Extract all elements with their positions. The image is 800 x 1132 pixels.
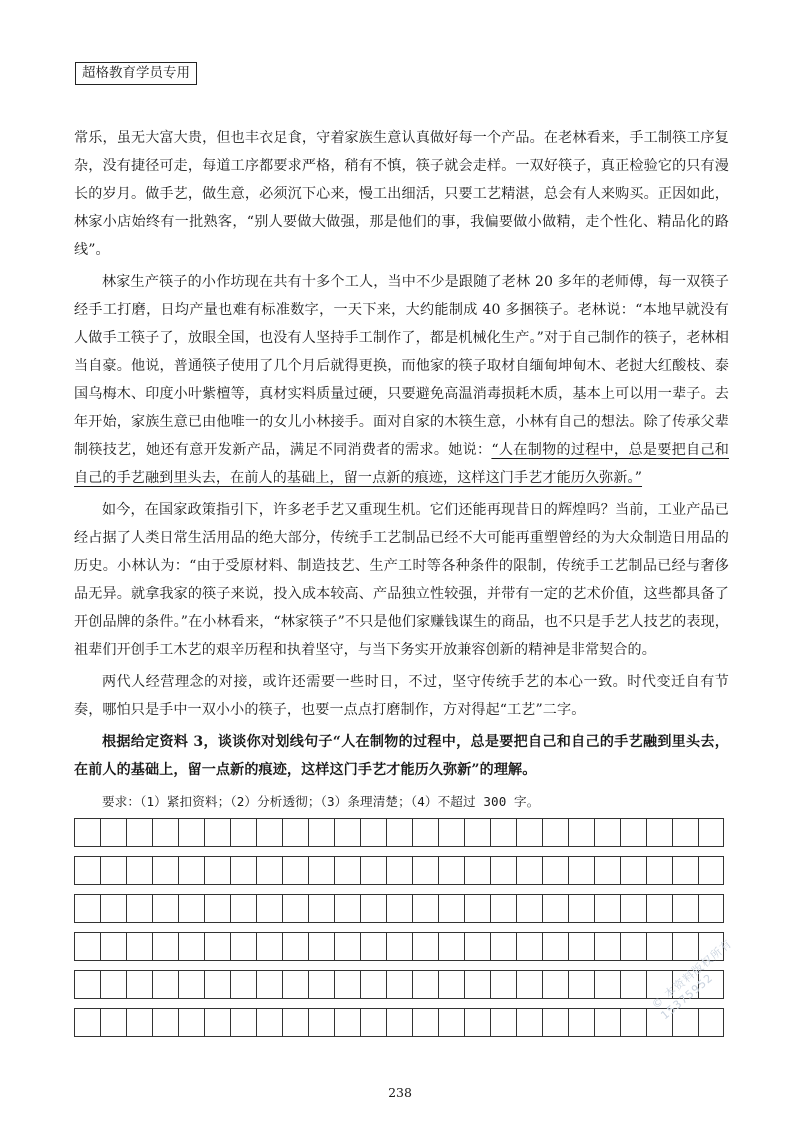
answer-grid-cell[interactable] [334,857,360,884]
answer-grid-cell[interactable] [412,933,438,960]
answer-grid-cell[interactable] [256,1009,282,1036]
answer-grid-cell[interactable] [490,895,516,922]
underlined-sentence: “人在制物的过程中，总是要把自己和自己的手艺融到里头去，在前人的基础上，留一点新的痕迹，这样这门手艺才能历久弥新。” [74,442,729,486]
answer-grid-cell[interactable] [646,895,672,922]
answer-grid-row [74,1008,724,1037]
answer-grid-cell[interactable] [204,857,230,884]
answer-grid-cell[interactable] [360,857,386,884]
answer-grid-cell[interactable] [568,971,594,998]
answer-grid-cell[interactable] [152,819,178,846]
answer-grid-cell[interactable] [282,857,308,884]
answer-grid-cell[interactable] [230,971,256,998]
answer-grid-cell[interactable] [308,933,334,960]
answer-grid-cell[interactable] [490,971,516,998]
answer-grid-cell[interactable] [542,1009,568,1036]
answer-grid-cell[interactable] [464,971,490,998]
answer-grid-cell[interactable] [386,1009,412,1036]
answer-grid-cell[interactable] [464,933,490,960]
answer-grid-cell[interactable] [386,971,412,998]
answer-grid-cell[interactable] [672,895,698,922]
answer-grid-cell[interactable] [334,895,360,922]
paragraph-4: 两代人经营理念的对接，或许还需要一些时日，不过，坚守传统手艺的本心一致。时代变迁自有节奏，哪怕只是手中一双小小的筷子，也要一点点打磨制作，方对得起“工艺”二字。 [74,674,729,718]
answer-grid-cell[interactable] [256,933,282,960]
answer-grid-cell[interactable] [568,819,594,846]
answer-grid-cell[interactable] [100,857,126,884]
answer-grid-cell[interactable] [126,895,152,922]
answer-grid-cell[interactable] [464,1009,490,1036]
answer-grid-cell[interactable] [74,895,100,922]
answer-grid-cell[interactable] [412,971,438,998]
answer-grid-cell[interactable] [646,857,672,884]
answer-grid-cell[interactable] [542,971,568,998]
answer-grid-cell[interactable] [126,933,152,960]
answer-grid-row [74,932,724,961]
answer-grid-cell[interactable] [516,971,542,998]
answer-grid-cell[interactable] [568,857,594,884]
answer-grid-cell[interactable] [542,933,568,960]
answer-grid-cell[interactable] [594,819,620,846]
answer-grid-cell[interactable] [230,819,256,846]
answer-grid[interactable] [74,818,724,1046]
answer-grid-cell[interactable] [282,933,308,960]
answer-grid-cell[interactable] [360,971,386,998]
answer-grid-cell[interactable] [490,819,516,846]
answer-grid-cell[interactable] [490,857,516,884]
answer-grid-cell[interactable] [542,895,568,922]
answer-grid-cell[interactable] [282,1009,308,1036]
answer-grid-cell[interactable] [672,933,698,960]
answer-grid-cell[interactable] [594,857,620,884]
answer-grid-cell[interactable] [516,857,542,884]
answer-grid-cell[interactable] [334,971,360,998]
answer-grid-cell[interactable] [282,971,308,998]
answer-grid-cell[interactable] [334,819,360,846]
answer-grid-cell[interactable] [100,1009,126,1036]
answer-grid-cell[interactable] [620,895,646,922]
answer-grid-cell[interactable] [100,895,126,922]
answer-grid-cell[interactable] [230,933,256,960]
answer-grid-cell[interactable] [672,857,698,884]
answer-grid-cell[interactable] [516,933,542,960]
answer-grid-cell[interactable] [594,1009,620,1036]
answer-grid-cell[interactable] [126,1009,152,1036]
answer-grid-cell[interactable] [126,819,152,846]
answer-grid-cell[interactable] [74,819,100,846]
answer-grid-cell[interactable] [178,895,204,922]
question-prompt: 根据给定资料 3，谈谈你对划线句子“人在制物的过程中，总是要把自己和自己的手艺融到里头去，在前人的基础上，留一点新的痕迹，这样这门手艺才能历久弥新”的理解。 [74,734,729,778]
answer-grid-cell[interactable] [152,971,178,998]
answer-grid-cell[interactable] [360,933,386,960]
answer-grid-cell[interactable] [100,933,126,960]
answer-grid-cell[interactable] [438,933,464,960]
answer-grid-cell[interactable] [152,895,178,922]
page-number: 238 [388,1085,412,1100]
answer-grid-cell[interactable] [516,1009,542,1036]
answer-grid-cell[interactable] [360,1009,386,1036]
answer-grid-cell[interactable] [412,819,438,846]
answer-grid-cell[interactable] [204,933,230,960]
answer-grid-row [74,970,724,999]
answer-grid-cell[interactable] [620,857,646,884]
answer-grid-cell[interactable] [334,1009,360,1036]
paragraph-3: 如今，在国家政策指引下，许多老手艺又重现生机。它们还能再现昔日的辉煌吗？当前，工业产品已经占据了人类日常生活用品的绝大部分，传统手工艺制品已经不大可能再重塑曾经的为大众制造日用品的历史。小林认为：“由于受原材料、制造技艺、生产工时等各种条件的限制，传统手工艺制品已经与奢侈品无异。就拿我家的筷子来说，投入成本较高、产品独立性较强，并带有一定的艺术价值，这些都具备了开创品牌的条件。”在小林看来，“林家筷子”不只是他们家赚钱谋生的商品，也不只是手艺人技艺的表现，祖辈们开创手工木艺的艰辛历程和执着坚守，与当下务实开放兼容创新的精神是非常契合的。 [74,502,729,658]
answer-grid-cell[interactable] [568,1009,594,1036]
answer-grid-cell[interactable] [438,971,464,998]
answer-grid-cell[interactable] [230,895,256,922]
answer-grid-cell[interactable] [282,895,308,922]
answer-grid-cell[interactable] [204,819,230,846]
article-body [74,124,729,816]
answer-grid-cell[interactable] [100,819,126,846]
answer-grid-cell[interactable] [646,819,672,846]
answer-grid-cell[interactable] [308,1009,334,1036]
answer-grid-cell[interactable] [646,933,672,960]
answer-grid-cell[interactable] [438,895,464,922]
answer-grid-cell[interactable] [698,1009,724,1036]
answer-grid-cell[interactable] [698,857,724,884]
answer-grid-cell[interactable] [360,819,386,846]
answer-grid-cell[interactable] [74,933,100,960]
answer-grid-cell[interactable] [620,1009,646,1036]
answer-grid-cell[interactable] [256,971,282,998]
answer-grid-cell[interactable] [594,971,620,998]
answer-grid-cell[interactable] [178,1009,204,1036]
answer-grid-cell[interactable] [230,857,256,884]
answer-grid-cell[interactable] [308,971,334,998]
answer-grid-cell[interactable] [152,1009,178,1036]
answer-grid-row [74,894,724,923]
answer-grid-cell[interactable] [334,933,360,960]
answer-grid-cell[interactable] [100,971,126,998]
answer-grid-cell[interactable] [360,895,386,922]
answer-grid-cell[interactable] [178,933,204,960]
answer-grid-cell[interactable] [178,819,204,846]
answer-grid-cell[interactable] [464,819,490,846]
answer-grid-cell[interactable] [516,819,542,846]
answer-grid-cell[interactable] [620,819,646,846]
answer-grid-cell[interactable] [204,1009,230,1036]
answer-grid-cell[interactable] [74,971,100,998]
answer-grid-cell[interactable] [438,819,464,846]
answer-grid-cell[interactable] [386,819,412,846]
answer-grid-cell[interactable] [412,857,438,884]
answer-grid-cell[interactable] [620,971,646,998]
answer-grid-cell[interactable] [204,895,230,922]
answer-grid-cell[interactable] [698,819,724,846]
paragraph-2 [74,268,729,492]
answer-grid-cell[interactable] [282,819,308,846]
answer-grid-cell[interactable] [178,971,204,998]
answer-grid-row [74,856,724,885]
answer-grid-cell[interactable] [438,1009,464,1036]
answer-grid-cell[interactable] [152,857,178,884]
answer-grid-cell[interactable] [152,933,178,960]
requirements: 要求：（1）紧扣资料；（2）分析透彻；（3）条理清楚；（4）不超过 300 字。 [102,794,540,809]
answer-grid-cell[interactable] [308,857,334,884]
paragraph-2-text: 林家生产筷子的小作坊现在共有十多个工人，当中不少是跟随了老林 20 多年的老师傅，每一双筷子经手工打磨，日均产量也难有标准数字，一天下来，大约能制成 40 多捆筷子。老林说：“本地早就没有人做手工筷子了，放眼全国，也没有人坚持手工制作了，都是机械化生产。”对于自己制作的筷子，老林相当自豪。他说，普通筷子使用了几个月后就得更换，而他家的筷子取材自缅甸坤甸木、老挝大红酸枝、泰国乌梅木、印度小叶紫檀等，真材实料质量过硬，只要避免高温消毒损耗木质，基本上可以用一辈子。去年开始，家族生意已由他唯一的女儿小林接手。面对自家的木筷生意，小林有自己的想法。除了传承父辈制筷技艺，她还有意开发新产品，满足不同消费者的需求。她说： [74,274,729,458]
answer-grid-cell[interactable] [178,857,204,884]
answer-grid-cell[interactable] [386,933,412,960]
answer-grid-cell[interactable] [698,895,724,922]
answer-grid-cell[interactable] [516,895,542,922]
answer-grid-cell[interactable] [230,1009,256,1036]
answer-grid-cell[interactable] [542,819,568,846]
answer-grid-cell[interactable] [74,857,100,884]
answer-grid-cell[interactable] [568,895,594,922]
answer-grid-cell[interactable] [568,933,594,960]
answer-grid-cell[interactable] [256,819,282,846]
answer-grid-cell[interactable] [490,1009,516,1036]
answer-grid-cell[interactable] [126,971,152,998]
answer-grid-cell[interactable] [594,895,620,922]
answer-grid-cell[interactable] [74,1009,100,1036]
answer-grid-cell[interactable] [620,933,646,960]
paragraph-1: 常乐，虽无大富大贵，但也丰衣足食，守着家族生意认真做好每一个产品。在老林看来，手工制筷工序复杂，没有捷径可走，每道工序都要求严格，稍有不慎，筷子就会走样。一双好筷子，真正检验它的只有漫长的岁月。做手艺，做生意，必须沉下心来，慢工出细活，只要工艺精湛，总会有人来购买。正因如此，林家小店始终有一批熟客，“别人要做大做强，那是他们的事，我偏要做小做精，走个性化、精品化的路线”。 [74,130,729,258]
answer-grid-cell[interactable] [308,895,334,922]
answer-grid-cell[interactable] [126,857,152,884]
answer-grid-cell[interactable] [464,857,490,884]
watermark-text: © 本资料版权所有 15375952 [649,936,735,1023]
answer-grid-cell[interactable] [386,895,412,922]
answer-grid-cell[interactable] [490,933,516,960]
header-label: 超格教育学员专用 [75,62,197,85]
answer-grid-cell[interactable] [542,857,568,884]
answer-grid-cell[interactable] [204,971,230,998]
answer-grid-cell[interactable] [386,857,412,884]
answer-grid-cell[interactable] [256,895,282,922]
answer-grid-cell[interactable] [594,933,620,960]
answer-grid-cell[interactable] [672,819,698,846]
answer-grid-cell[interactable] [412,895,438,922]
answer-grid-cell[interactable] [464,895,490,922]
answer-grid-cell[interactable] [256,857,282,884]
answer-grid-row [74,818,724,847]
answer-grid-cell[interactable] [308,819,334,846]
answer-grid-cell[interactable] [438,857,464,884]
answer-grid-cell[interactable] [412,1009,438,1036]
